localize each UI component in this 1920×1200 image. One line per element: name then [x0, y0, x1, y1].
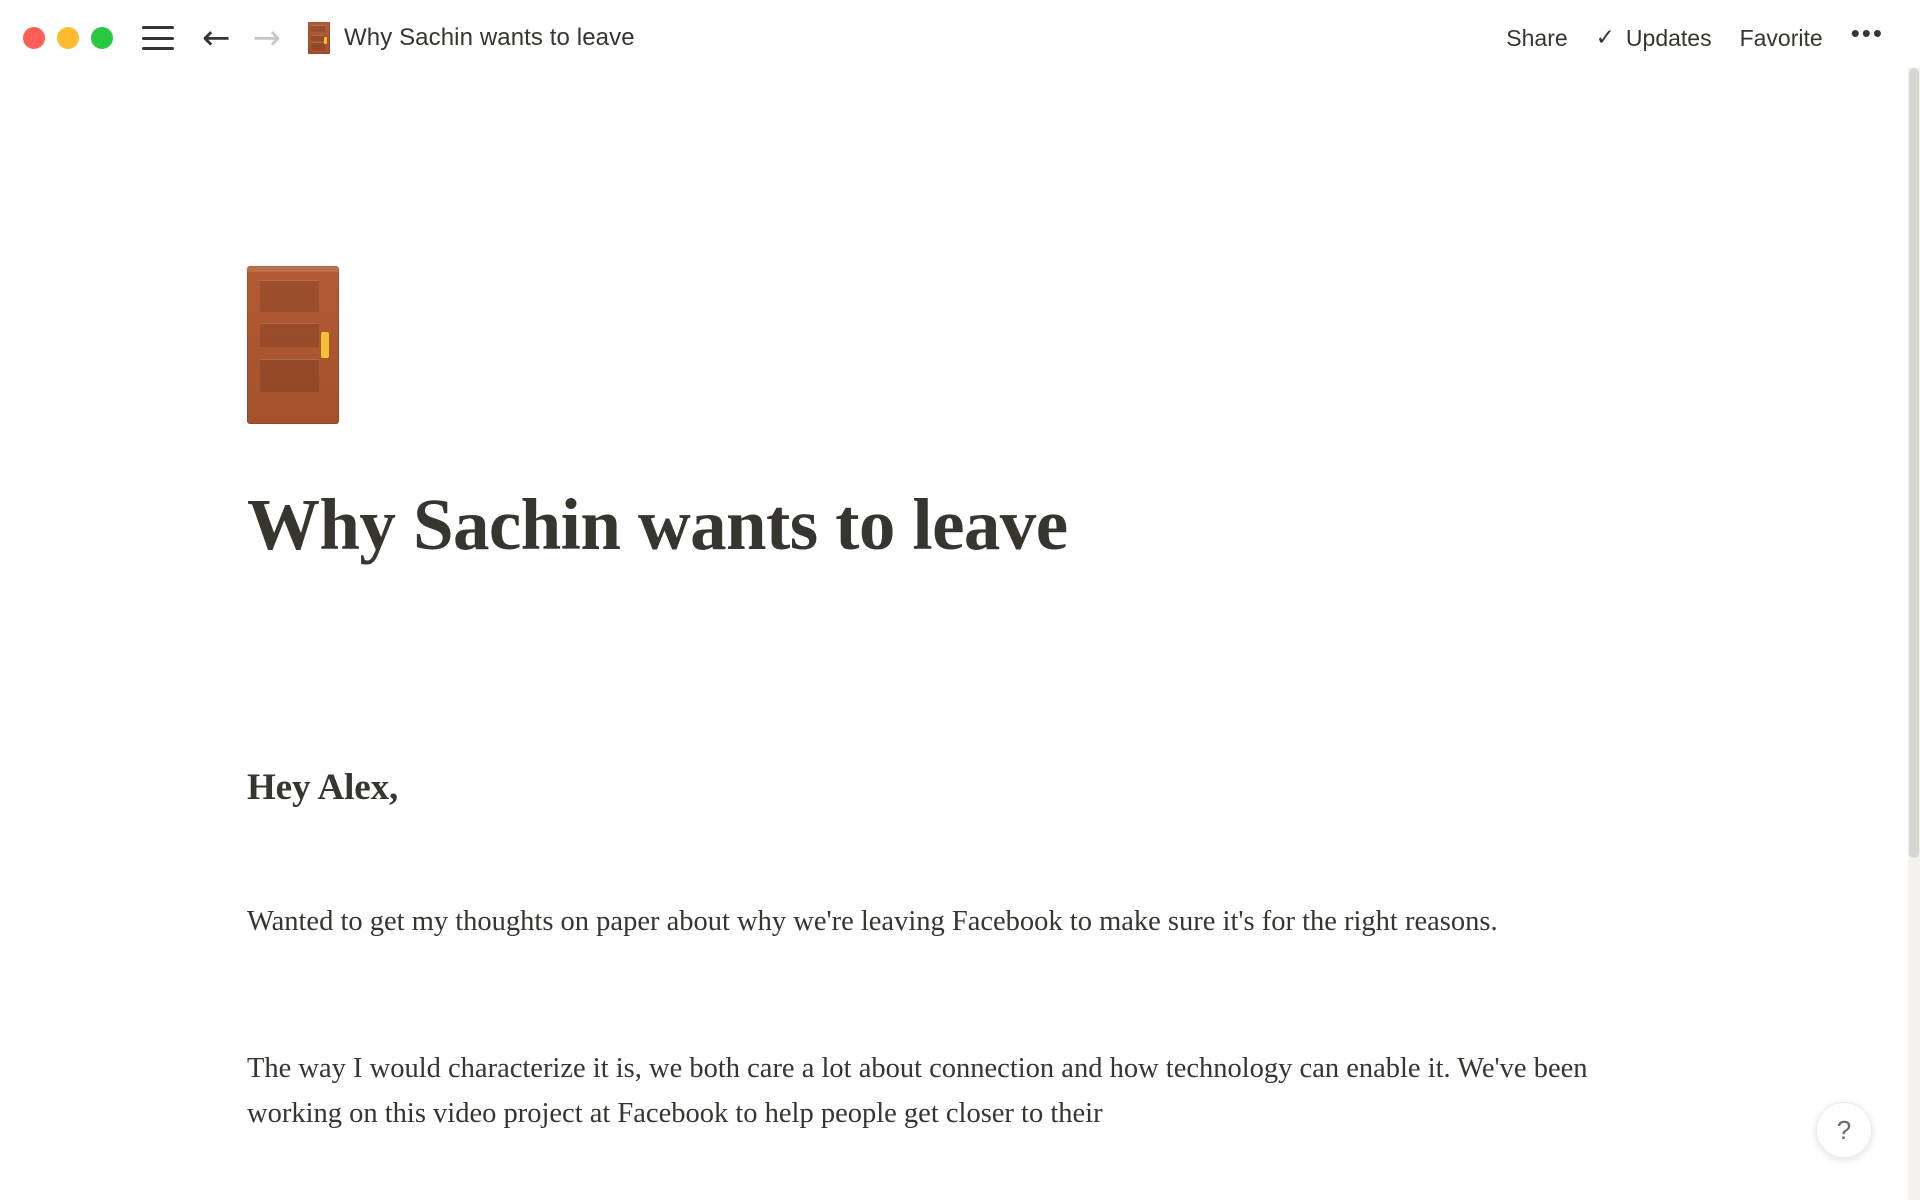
door-icon [308, 22, 330, 54]
updates-button[interactable] [1582, 17, 1726, 60]
close-window-button[interactable] [23, 27, 45, 49]
hamburger-line [142, 47, 174, 50]
check-icon: ✓ [1595, 24, 1615, 51]
help-button[interactable]: ? [1816, 1102, 1872, 1158]
vertical-scrollbar[interactable] [1908, 68, 1920, 1200]
document-canvas [0, 76, 1908, 1200]
hamburger-line [142, 37, 174, 40]
favorite-button[interactable]: Favorite [1739, 24, 1823, 51]
page-icon-door-icon[interactable] [247, 266, 339, 424]
share-button[interactable]: Share [1506, 24, 1568, 51]
paragraph-block[interactable]: Wanted to get my thoughts on paper about why we're leaving Facebook to make sure it's for the right reasons. [247, 905, 1498, 937]
breadcrumb[interactable] [308, 22, 635, 54]
page-title[interactable]: Why Sachin wants to leave [247, 484, 1068, 565]
minimize-window-button[interactable] [57, 27, 79, 49]
door-knob-icon [321, 332, 329, 358]
door-panel [311, 25, 325, 32]
titlebar [0, 0, 1920, 76]
more-options-icon[interactable]: ••• [1850, 18, 1884, 48]
page-content [0, 76, 1908, 1136]
door-panel [311, 35, 325, 41]
hamburger-line [142, 26, 174, 29]
door-panel [260, 280, 319, 312]
paragraph-block[interactable]: The way I would characterize it is, we both care a lot about connection and how technology can enable it. We've been working on this video project at Facebook to help people get closer to their [247, 1052, 1588, 1129]
toolbar-actions [1492, 16, 1920, 60]
section-heading[interactable]: Hey Alex, [247, 766, 399, 808]
hamburger-menu-icon[interactable] [142, 26, 174, 50]
door-panel [260, 323, 319, 347]
breadcrumb-title: Why Sachin wants to leave [344, 24, 635, 51]
navigation-arrows [202, 18, 281, 58]
updates-label: Updates [1625, 24, 1712, 51]
forward-arrow-icon[interactable]: → [252, 18, 281, 58]
back-arrow-icon[interactable]: ← [202, 18, 231, 58]
door-panel [311, 42, 325, 49]
window-controls [23, 27, 113, 49]
scrollbar-thumb[interactable] [1909, 68, 1919, 858]
door-panel [260, 359, 319, 392]
maximize-window-button[interactable] [91, 27, 113, 49]
door-knob-icon [324, 37, 327, 44]
